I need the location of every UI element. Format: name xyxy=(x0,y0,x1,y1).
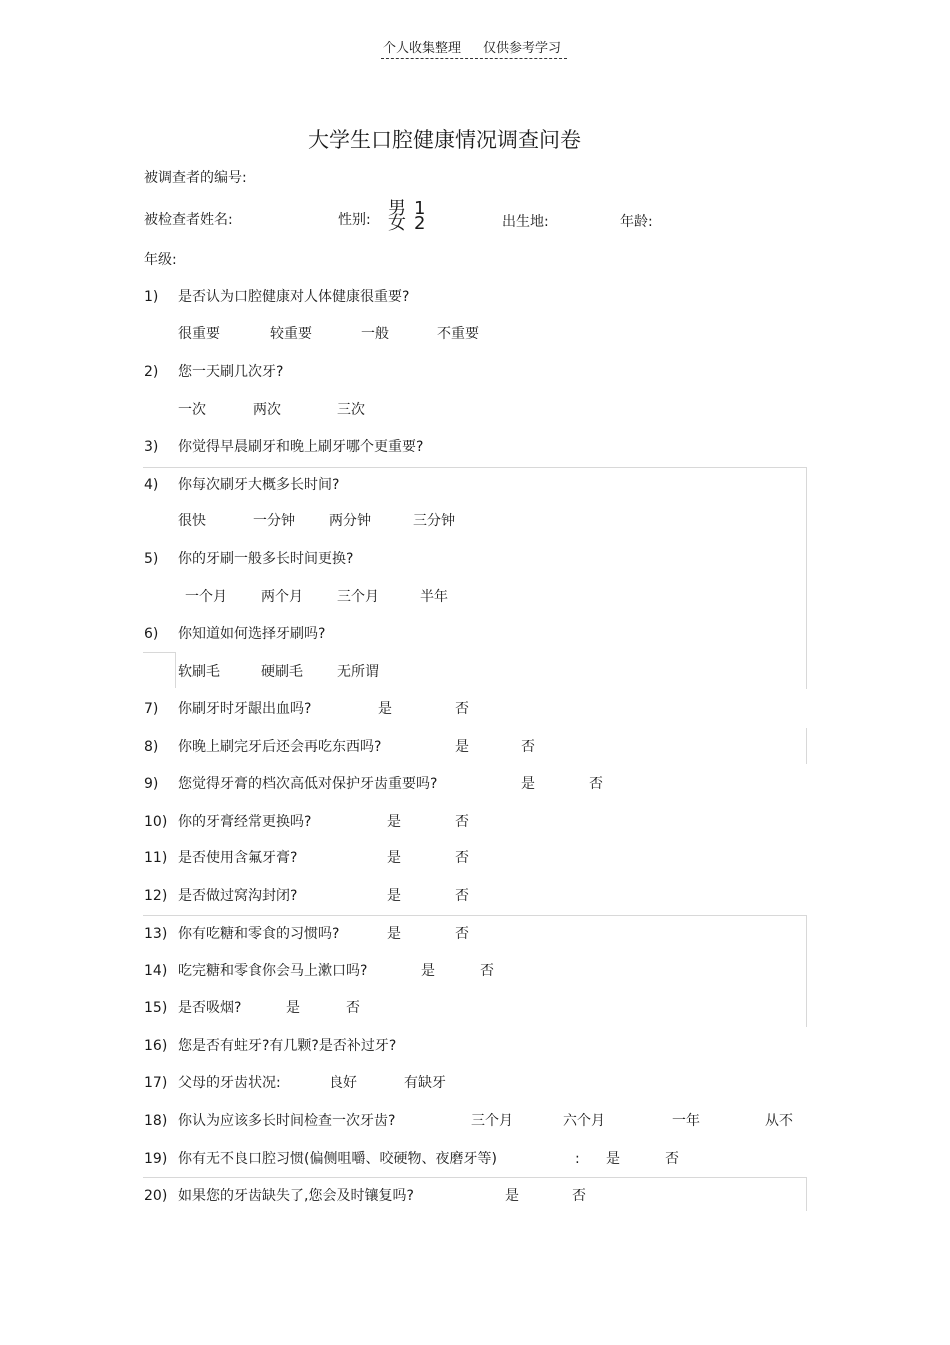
option-label: 不重要 xyxy=(437,326,479,342)
option-no: 否 xyxy=(589,776,603,792)
question-text: 您一天刷几次牙? xyxy=(178,364,284,380)
option-no: 否 xyxy=(455,701,469,717)
question-number: 8) xyxy=(144,739,159,755)
gender-female: 女 xyxy=(388,213,406,234)
table-rule xyxy=(806,915,807,1027)
question-text: 是否认为口腔健康对人体健康很重要? xyxy=(178,289,410,305)
option-yes: 是 xyxy=(455,739,469,755)
option-label: 无所谓 xyxy=(337,664,379,680)
option-no: 否 xyxy=(455,814,469,830)
option-label: 一次 xyxy=(178,402,206,418)
option-yes: 是 xyxy=(521,776,535,792)
option-label: 三次 xyxy=(337,402,365,418)
option-no: 否 xyxy=(455,926,469,942)
question-text: 是否吸烟? xyxy=(178,1000,242,1016)
option-label: 软刷毛 xyxy=(178,664,220,680)
question-text: 你觉得早晨刷牙和晚上刷牙哪个更重要? xyxy=(178,439,424,455)
grade-label: 年级: xyxy=(144,252,177,268)
question-number: 7) xyxy=(144,701,159,717)
table-rule xyxy=(143,915,807,916)
option-label: 一个月 xyxy=(185,589,227,605)
question-text: 父母的牙齿状况: xyxy=(178,1075,281,1091)
option-yes: 是 xyxy=(387,814,401,830)
option-yes: 是 xyxy=(387,888,401,904)
gender-male: 男 xyxy=(388,198,406,219)
question-number: 11) xyxy=(144,850,168,866)
question-number: 3) xyxy=(144,439,159,455)
option-no: 否 xyxy=(521,739,535,755)
question-text: 你的牙膏经常更换吗? xyxy=(178,814,312,830)
option-label: 很快 xyxy=(178,513,206,529)
question-number: 12) xyxy=(144,888,168,904)
option-yes: 是 xyxy=(606,1151,620,1167)
option-label: 从不 xyxy=(765,1113,793,1129)
option-label: 良好 xyxy=(329,1075,357,1091)
option-label: 两个月 xyxy=(261,589,303,605)
option-no: 否 xyxy=(455,850,469,866)
option-label: 一分钟 xyxy=(253,513,295,529)
question-number: 16) xyxy=(144,1038,168,1054)
option-label: 三个月 xyxy=(337,589,379,605)
option-no: 否 xyxy=(455,888,469,904)
name-label: 被检查者姓名: xyxy=(144,212,233,228)
question-text: 你晚上刷完牙后还会再吃东西吗? xyxy=(178,739,382,755)
option-no: 否 xyxy=(346,1000,360,1016)
question-text: 您是否有蛀牙?有几颗?是否补过牙? xyxy=(178,1038,397,1054)
question-text: 吃完糖和零食你会马上漱口吗? xyxy=(178,963,368,979)
gender-female-code: 2 xyxy=(414,213,426,234)
page-header xyxy=(383,42,561,55)
question-text: 如果您的牙齿缺失了,您会及时镶复吗? xyxy=(178,1188,414,1204)
option-label: 两分钟 xyxy=(329,513,371,529)
option-label: 很重要 xyxy=(178,326,220,342)
option-yes: 是 xyxy=(505,1188,519,1204)
option-no: 否 xyxy=(480,963,494,979)
question-number: 17) xyxy=(144,1075,168,1091)
question-number: 4) xyxy=(144,477,159,493)
gender-label: 性别: xyxy=(338,212,371,228)
question-text: 你有无不良口腔习惯(偏侧咀嚼、咬硬物、夜磨牙等) xyxy=(178,1151,497,1167)
question-number: 6) xyxy=(144,626,159,642)
table-rule xyxy=(806,1177,807,1211)
header-divider xyxy=(381,58,567,59)
option-no: 否 xyxy=(665,1151,679,1167)
table-rule xyxy=(175,652,176,688)
option-no: 否 xyxy=(572,1188,586,1204)
header-right-text: 仅供参考学习 xyxy=(483,41,562,56)
question-number: 2) xyxy=(144,364,159,380)
option-label: 一年 xyxy=(672,1113,700,1129)
question-number: 19) xyxy=(144,1151,168,1167)
option-yes: 是 xyxy=(387,850,401,866)
option-label: 有缺牙 xyxy=(404,1075,446,1091)
question-text: 是否使用含氟牙膏? xyxy=(178,850,298,866)
option-label: 三个月 xyxy=(471,1113,513,1129)
option-label: 较重要 xyxy=(270,326,312,342)
question-text: 你知道如何选择牙刷吗? xyxy=(178,626,326,642)
table-rule xyxy=(143,652,175,653)
question-text: 你刷牙时牙龈出血吗? xyxy=(178,701,312,717)
option-label: 半年 xyxy=(420,589,448,605)
question-number: 10) xyxy=(144,814,168,830)
page-title: 大学生口腔健康情况调查问卷 xyxy=(308,128,581,152)
question-number: 13) xyxy=(144,926,168,942)
question-number: 20) xyxy=(144,1188,168,1204)
option-label: 一般 xyxy=(361,326,389,342)
birthplace-label: 出生地: xyxy=(502,214,549,230)
question-number: 9) xyxy=(144,776,159,792)
gender-options xyxy=(388,200,432,234)
question-number: 5) xyxy=(144,551,159,567)
table-rule xyxy=(143,467,807,468)
question-number: 18) xyxy=(144,1113,168,1129)
question-text: 您觉得牙膏的档次高低对保护牙齿重要吗? xyxy=(178,776,438,792)
question-number: 15) xyxy=(144,1000,168,1016)
option-label: 两次 xyxy=(253,402,281,418)
table-rule xyxy=(143,1177,807,1178)
option-label: 六个月 xyxy=(563,1113,605,1129)
header-left-text: 个人收集整理 xyxy=(383,41,462,56)
table-rule xyxy=(806,728,807,764)
respondent-id-label: 被调查者的编号: xyxy=(144,170,247,186)
option-label: 三分钟 xyxy=(413,513,455,529)
option-yes: 是 xyxy=(378,701,392,717)
question-number: 14) xyxy=(144,963,168,979)
gender-male-code: 1 xyxy=(414,198,426,219)
question-text: 是否做过窝沟封闭? xyxy=(178,888,298,904)
table-rule xyxy=(806,467,807,689)
question-text: 你的牙刷一般多长时间更换? xyxy=(178,551,354,567)
option-yes: 是 xyxy=(286,1000,300,1016)
option-yes: 是 xyxy=(387,926,401,942)
question-text: 你认为应该多长时间检查一次牙齿? xyxy=(178,1113,396,1129)
option-yes: 是 xyxy=(421,963,435,979)
question-text: 你每次刷牙大概多长时间? xyxy=(178,477,340,493)
age-label: 年龄: xyxy=(620,214,653,230)
question-number: 1) xyxy=(144,289,159,305)
option-label: 硬刷毛 xyxy=(261,664,303,680)
question-colon: : xyxy=(575,1151,580,1167)
question-text: 你有吃糖和零食的习惯吗? xyxy=(178,926,340,942)
